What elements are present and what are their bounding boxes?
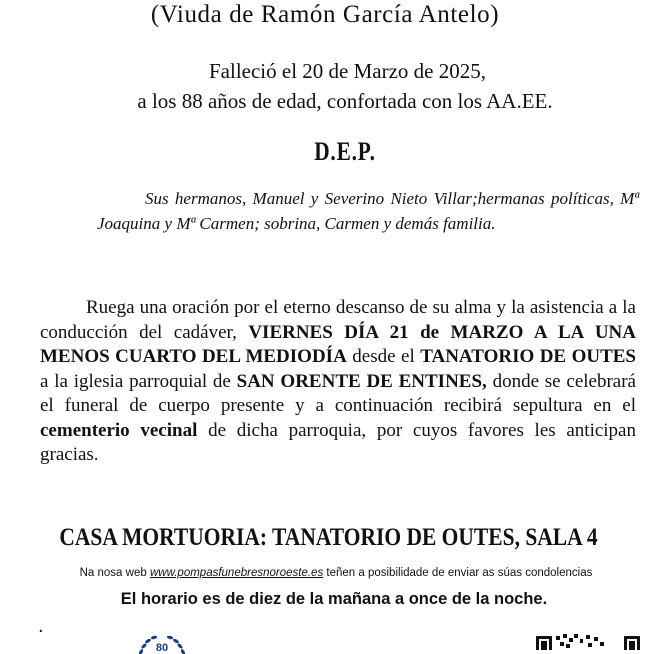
funeral-details-paragraph: [40, 296, 636, 468]
death-age-line: a los 88 años de edad, confortada con los AA.EE.: [137, 89, 553, 113]
prayer-text: donde se celebrará el funeral de cuerpo presente y a continuación recibirá sepultura en el: [40, 370, 636, 416]
rest-in-peace-heading: D.E.P.: [314, 137, 376, 166]
qr-code-icon: [536, 634, 640, 650]
church-location: SAN ORENTE DE ENTINES,: [236, 370, 487, 392]
web-prefix: Na nosa web: [79, 567, 150, 579]
family-paragraph: Sus hermanos, Manuel y Severino Nieto Villar;hermanas políticas, Mª Joaquina y Mª Carmen; sobrina, Carmen y demás familia.: [97, 189, 639, 233]
website-link[interactable]: www.pompasfunebresnoroeste.es: [149, 567, 324, 579]
prayer-text: a la iglesia parroquial de: [40, 370, 237, 392]
opening-hours-line: El horario es de diez de la mañana a once de la noche.: [120, 590, 548, 608]
logo-number: 80: [155, 642, 169, 654]
burial-location: cementerio vecinal: [40, 419, 198, 441]
widow-line: (Viuda de Ramón García Antelo): [150, 1, 500, 28]
origin-location: TANATORIO DE OUTES: [420, 346, 637, 367]
prayer-text: de dicha parroquia, por cuyos favores les anticipan gracias.: [40, 419, 636, 465]
death-date-line: Falleció el 20 de Marzo de 2025,: [209, 59, 486, 83]
funeral-home-line: CASA MORTUORIA: TANATORIO DE OUTES, SALA 4: [59, 524, 598, 551]
service-date-time: VIERNES DÍA 21 de MARZO A LA UNA MENOS CUARTO DEL MEDIODÍA: [40, 321, 636, 367]
condolences-web-line: [0, 567, 650, 579]
web-suffix: teñen a posibilidade de enviar as súas condolencias: [323, 567, 593, 579]
prayer-text: Ruega una oración por el eterno descanso de su alma y la asistencia a la conducción del cadáver,: [40, 297, 636, 343]
stray-dot: .: [38, 615, 44, 637]
prayer-text: desde el: [346, 346, 421, 367]
